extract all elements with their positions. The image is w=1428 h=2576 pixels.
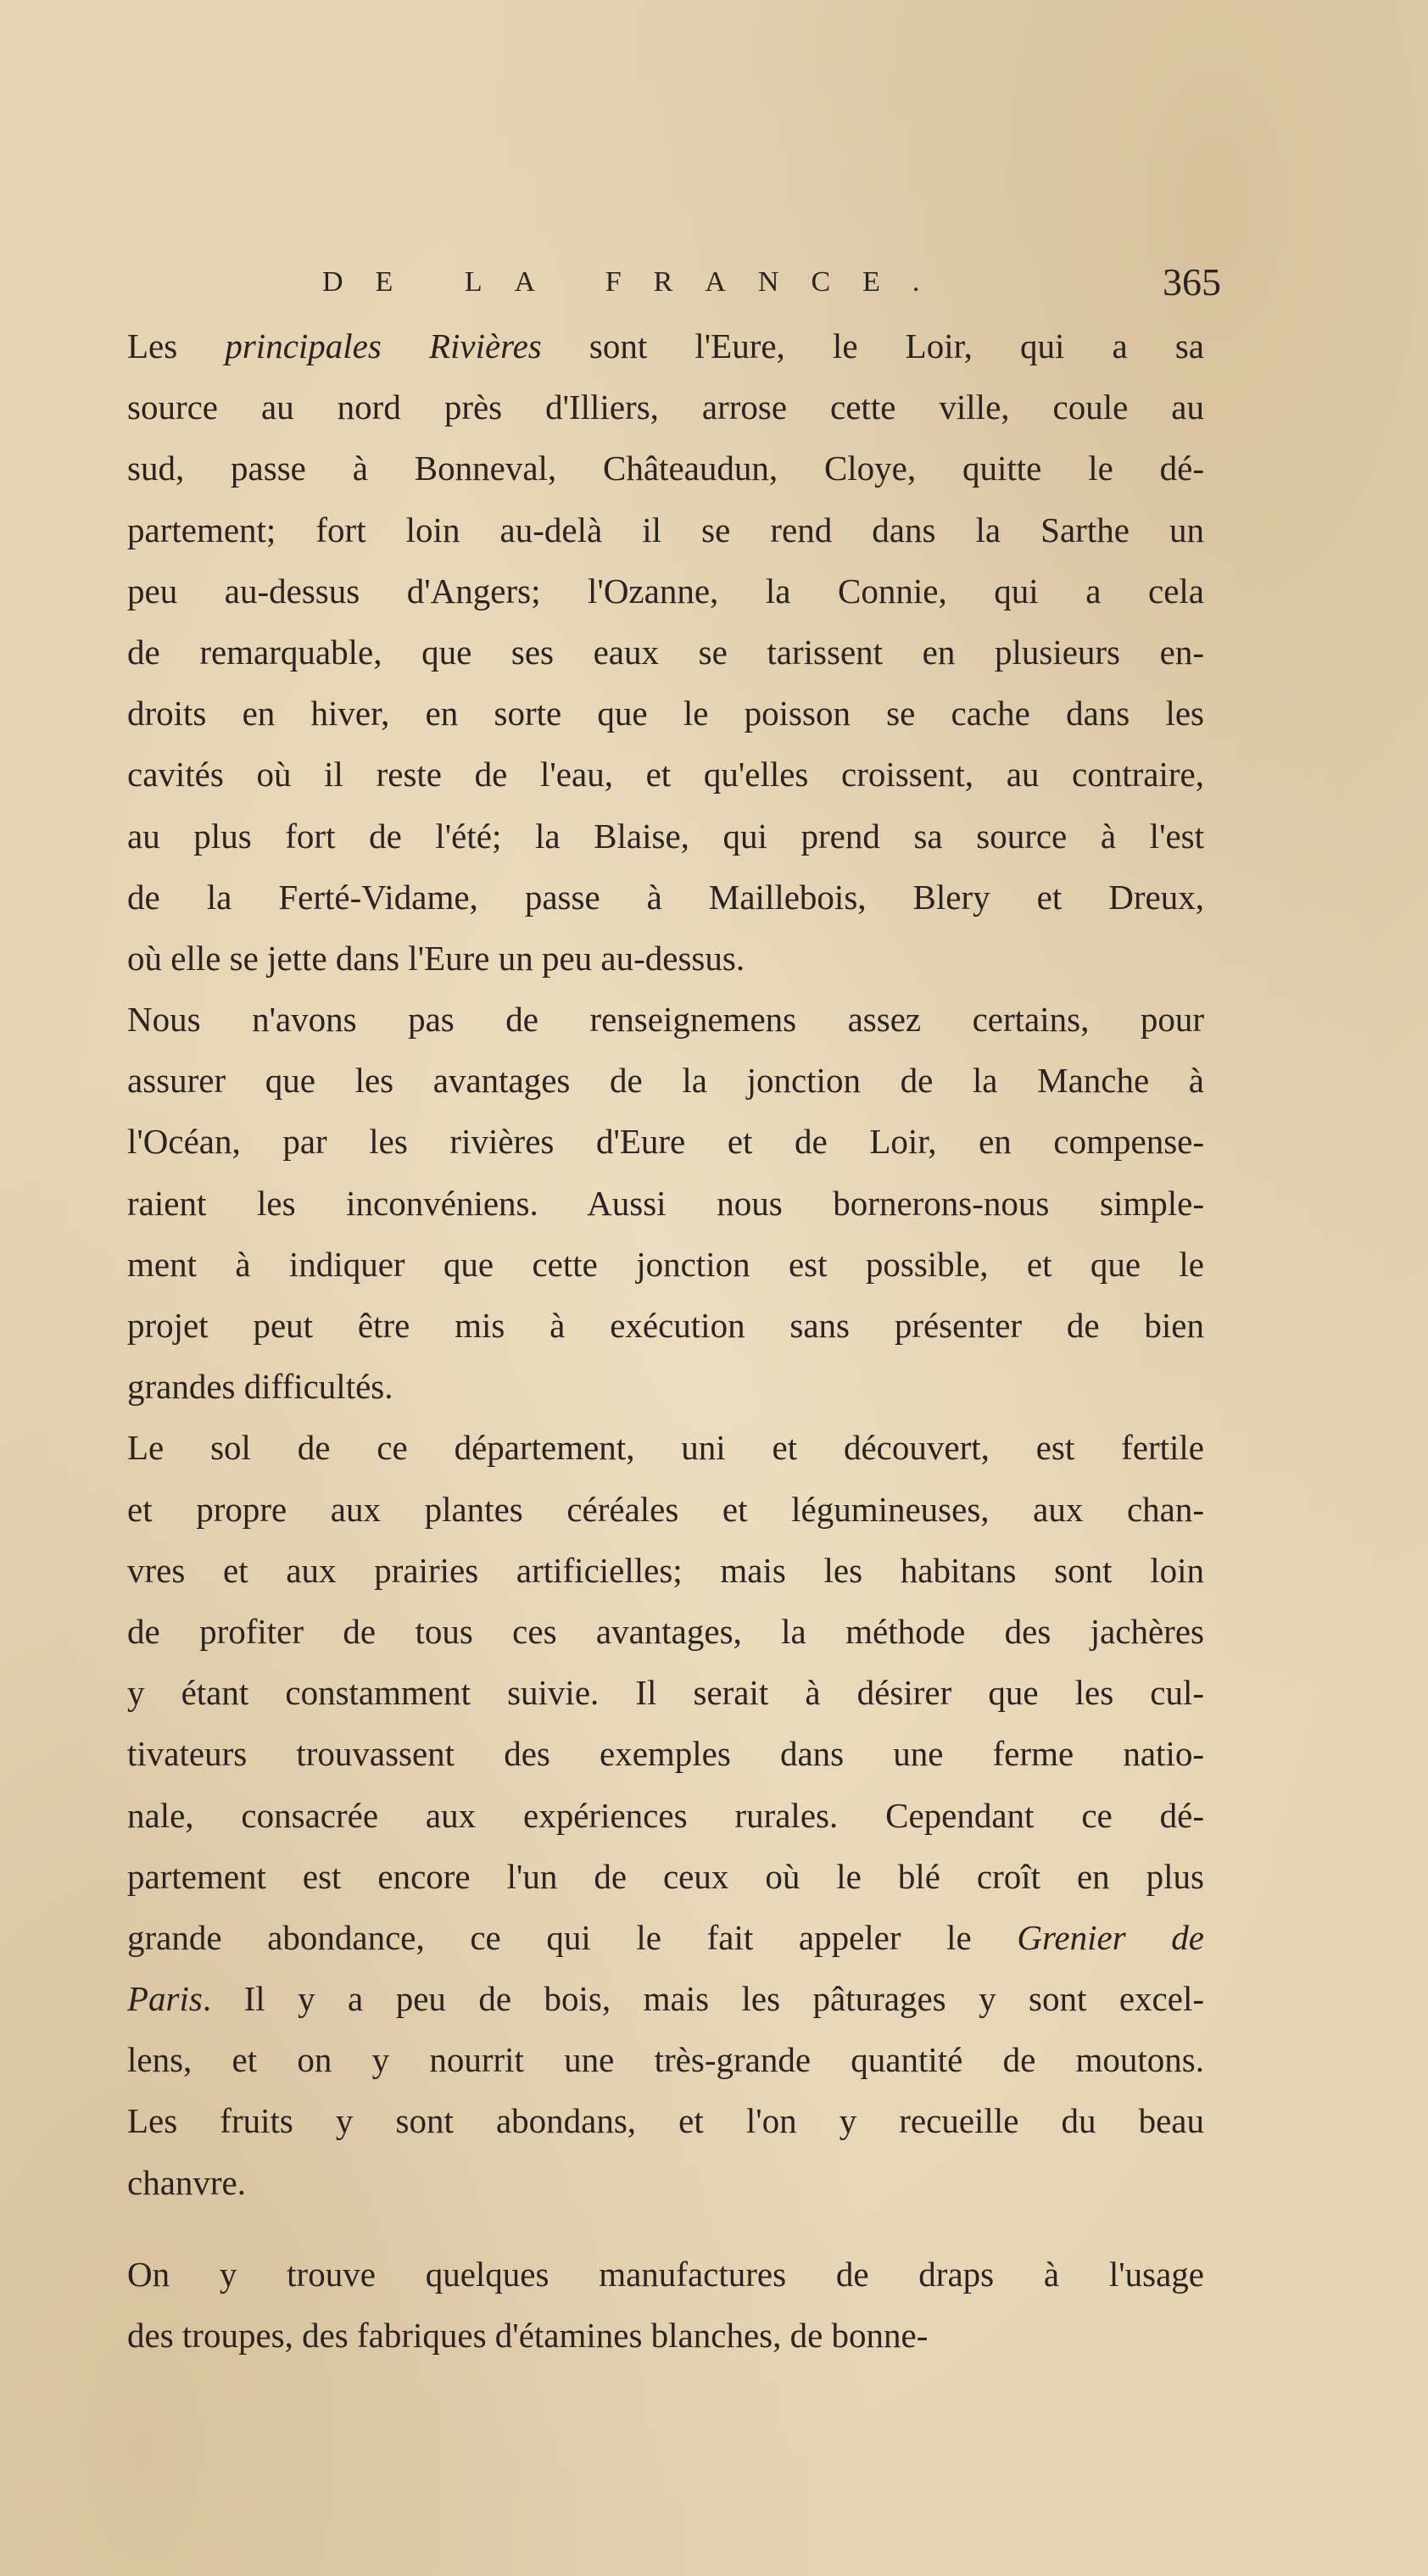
text-line — [127, 2029, 1204, 2090]
paragraph-rivers — [127, 315, 1204, 989]
text-segment: l'Océan, par les rivières d'Eure et de Loir, en compense- — [127, 1122, 1204, 1162]
text-segment: On y trouve quelques manufactures de draps à l'usage — [127, 2254, 1204, 2294]
text-line — [127, 683, 1204, 744]
text-segment: raient les inconvéniens. Aussi nous bornerons-nous simple- — [127, 1183, 1204, 1223]
text-line — [127, 1417, 1204, 1478]
text-line — [127, 1479, 1204, 1540]
text-segment: nale, consacrée aux expériences rurales. Cependant ce dé- — [127, 1795, 1204, 1835]
text-line — [127, 1785, 1204, 1846]
text-line — [127, 1846, 1204, 1907]
text-segment: vres et aux prairies artificielles; mais les habitans sont loin — [127, 1550, 1204, 1590]
text-segment: et propre aux plantes céréales et légumineuses, aux chan- — [127, 1489, 1204, 1529]
text-segment: ment à indiquer que cette jonction est possible, et que le — [127, 1244, 1204, 1284]
text-line — [127, 744, 1204, 805]
text-segment: lens, et on y nourrit une très-grande quantité de moutons. — [127, 2040, 1204, 2080]
text-segment: sont l'Eure, le Loir, qui a sa — [541, 326, 1204, 365]
text-line — [127, 1968, 1204, 2029]
page-number: 365 — [1163, 260, 1221, 304]
text-segment: sud, passe à Bonneval, Châteaudun, Cloye, quitte le dé- — [127, 449, 1204, 488]
text-segment: Le sol de ce département, uni et découvert, est fertile — [127, 1428, 1204, 1468]
text-segment: de la Ferté-Vidame, passe à Maillebois, Blery et Dreux, — [127, 877, 1204, 917]
text-line — [127, 1540, 1204, 1601]
text-line — [127, 928, 1204, 989]
text-segment: y étant constamment suivie. Il serait à désirer que les cul- — [127, 1673, 1204, 1713]
text-segment: peu au-dessus d'Angers; l'Ozanne, la Connie, qui a cela — [127, 571, 1204, 611]
text-segment: cavités où il reste de l'eau, et qu'elles croissent, au contraire, — [127, 755, 1204, 795]
text-line — [127, 2090, 1204, 2151]
text-segment: grande abondance, ce qui le fait appeler le — [127, 1917, 1018, 1957]
text-segment: chanvre. — [127, 2162, 246, 2202]
text-segment: Nous n'avons pas de renseignemens assez certains, pour — [127, 1000, 1204, 1040]
text-line — [127, 438, 1204, 499]
text-segment: où elle se jette dans l'Eure un peu au-dessus. — [127, 938, 745, 978]
text-line — [127, 1173, 1204, 1234]
running-head — [322, 253, 1221, 312]
text-segment: grandes difficultés. — [127, 1367, 393, 1407]
text-line — [127, 1723, 1204, 1784]
text-segment: source au nord près d'Illiers, arrose cette ville, coule au — [127, 388, 1204, 427]
text-line — [127, 622, 1204, 683]
text-line — [127, 1234, 1204, 1295]
paragraph-manufactures — [127, 2244, 1204, 2366]
text-line — [127, 1907, 1204, 1968]
text-segment: de profiter de tous ces avantages, la méthode des jachères — [127, 1611, 1204, 1651]
text-line — [127, 499, 1204, 560]
text-line — [127, 989, 1204, 1050]
text-line — [127, 1356, 1204, 1417]
text-segment: droits en hiver, en sorte que le poisson se cache dans les — [127, 694, 1204, 733]
text-line — [127, 560, 1204, 622]
text-segment: partement est encore l'un de ceux où le blé croît en plus — [127, 1856, 1204, 1896]
text-line — [127, 1111, 1204, 1172]
paragraph-junction — [127, 989, 1204, 1417]
text-segment: Les — [127, 326, 226, 365]
text-segment: assurer que les avantages de la jonction de la Manche à — [127, 1061, 1204, 1101]
text-line — [127, 1601, 1204, 1662]
body-text — [127, 315, 1204, 2366]
text-line — [127, 1662, 1204, 1723]
text-segment: de remarquable, que ses eaux se tarissent en plusieurs en- — [127, 632, 1204, 672]
paragraph-soil — [127, 1417, 1204, 2212]
text-line — [127, 315, 1204, 376]
text-segment: partement; fort loin au-delà il se rend dans la Sarthe un — [127, 510, 1204, 549]
text-segment: Les fruits y sont abondans, et l'on y recueille du beau — [127, 2101, 1204, 2141]
text-segment: . Il y a peu de bois, mais les pâturages y sont excel- — [202, 1979, 1204, 2019]
text-segment: des troupes, des fabriques d'étamines blanches, de bonne- — [127, 2316, 929, 2355]
text-segment: tivateurs trouvassent des exemples dans une ferme natio- — [127, 1734, 1204, 1774]
italic-text: principales Rivières — [225, 326, 542, 365]
text-line — [127, 1295, 1204, 1356]
italic-text: Grenier de — [1017, 1917, 1205, 1957]
text-line — [127, 376, 1204, 438]
text-line — [127, 2244, 1204, 2305]
text-line — [127, 806, 1204, 867]
text-line — [127, 2305, 1204, 2366]
running-title: DE LA FRANCE. — [322, 266, 952, 298]
text-segment: au plus fort de l'été; la Blaise, qui prend sa source à l'est — [127, 816, 1204, 856]
italic-text: Paris — [127, 1979, 203, 2019]
text-line — [127, 1050, 1204, 1111]
text-line — [127, 2152, 1204, 2213]
text-line — [127, 867, 1204, 928]
text-segment: projet peut être mis à exécution sans présenter de bien — [127, 1306, 1204, 1345]
